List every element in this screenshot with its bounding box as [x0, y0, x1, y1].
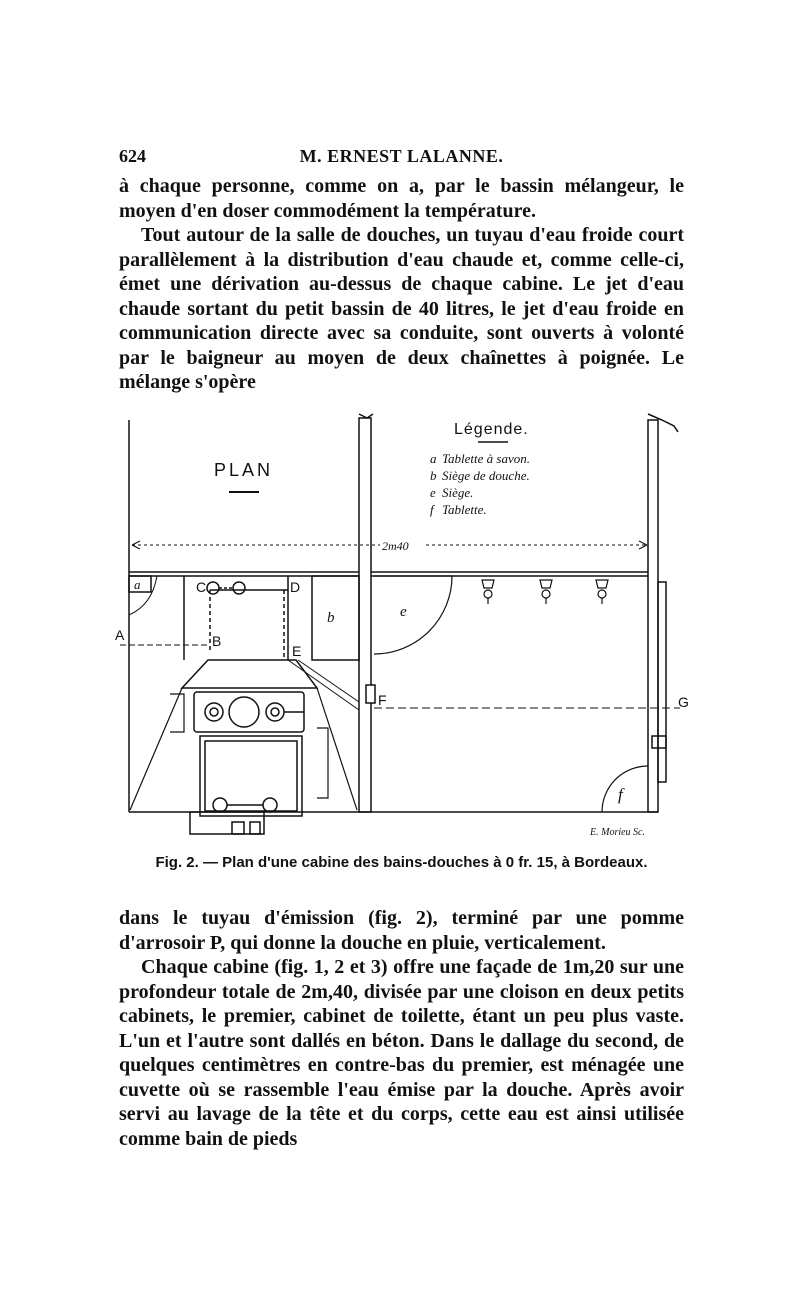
plan-label: PLAN: [214, 460, 274, 480]
body-text-top: [119, 174, 684, 395]
cabin-plan-figure: [112, 410, 692, 850]
svg-text:a: a: [430, 451, 437, 466]
figure-caption: Fig. 2. — Plan d'une cabine des bains-douches à 0 fr. 15, à Bordeaux.: [155, 854, 648, 871]
svg-text:G: G: [678, 694, 689, 710]
hood: [182, 660, 317, 688]
svg-text:Siège.: Siège.: [442, 485, 474, 500]
svg-text:a: a: [134, 577, 141, 592]
dimension-label: 2m40: [382, 539, 409, 553]
svg-text:Tablette à savon.: Tablette à savon.: [442, 451, 530, 466]
paragraph: à chaque personne, comme on a, par le bassin mélangeur, le moyen d'en doser commodément la température.: [119, 175, 684, 222]
svg-text:Siège de douche.: Siège de douche.: [442, 468, 530, 483]
svg-text:e: e: [400, 604, 407, 620]
paragraph: dans le tuyau d'émission (fig. 2), terminé par une pomme d'arrosoir P, qui donne la douche en pluie, verticalement.: [119, 907, 684, 954]
door-arc: [374, 576, 452, 654]
svg-text:Tablette.: Tablette.: [442, 502, 487, 517]
svg-text:b: b: [327, 610, 335, 626]
svg-text:C: C: [196, 579, 207, 595]
paragraph: Tout autour de la salle de douches, un tuyau d'eau froide court parallèlement à la distribution d'eau chaude et, comme celle-ci, émet une dérivation au-dessus de chaque cabine. Le jet d'eau chaude sortant du petit bassin de 40 litres, le jet d'eau froide en communication directe avec sa conduite, sont ouverts à volonté par le baigneur au moyen de deux chaînettes à poignée. Le mélange s'opère: [119, 224, 684, 393]
body-text-bottom: [119, 906, 684, 1151]
running-header: [119, 146, 684, 170]
page-number: 624: [119, 146, 146, 166]
paragraph: Chaque cabine (fig. 1, 2 et 3) offre une façade de 1m,20 sur une profondeur totale de 2m,40, divisée par une cloison en deux petits cabinets, le premier, cabinet de toilette, étant un peu plus vaste. L'un et l'autre sont dallés en béton. Dans le dallage du second, de quelques centimètres en contre-bas du premier, est ménagée une cuvette où se rassemble l'eau émise par la douche. Après avoir servi au lavage de la tête et du corps, cette eau est ainsi utilisée comme bain de pieds: [119, 956, 684, 1150]
svg-text:F: F: [378, 692, 387, 708]
legend-title: Légende.: [454, 421, 529, 438]
svg-text:f: f: [430, 502, 434, 517]
svg-text:b: b: [430, 468, 437, 483]
running-title: M. ERNEST LALANNE.: [299, 146, 504, 166]
right-wall: [648, 420, 658, 812]
bathtub: [200, 736, 302, 816]
svg-text:f: f: [618, 785, 623, 804]
engraver-signature: E. Morieu Sc.: [590, 827, 645, 838]
shower-heads: [482, 580, 608, 604]
svg-text:e: e: [430, 485, 436, 500]
svg-text:E: E: [292, 643, 302, 659]
tablet-arc: [602, 766, 648, 812]
svg-text:B: B: [212, 633, 222, 649]
svg-text:D: D: [290, 579, 301, 595]
center-wall: [359, 418, 371, 812]
svg-text:A: A: [115, 627, 125, 643]
seat-b: [312, 576, 359, 660]
